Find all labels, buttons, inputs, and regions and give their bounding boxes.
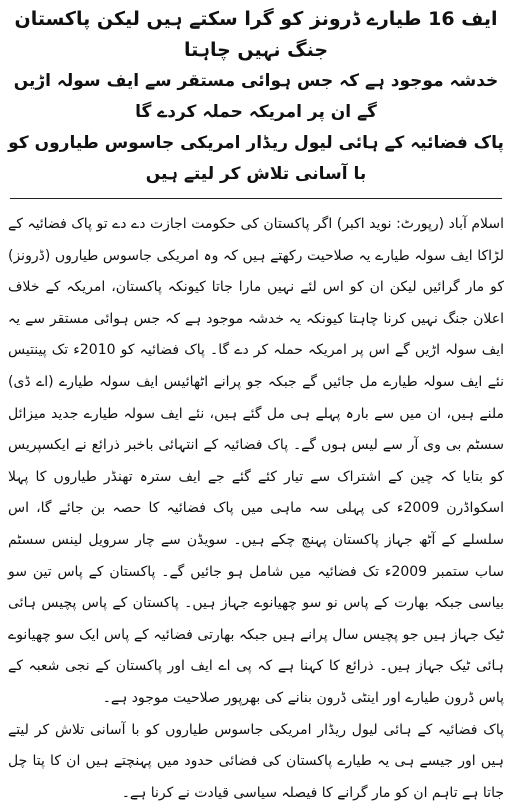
headline-main: ایف 16 طیارے ڈرونز کو گرا سکتے ہیں لیکن پاکستان جنگ نہیں چاہتا xyxy=(8,4,504,66)
article-paragraph-1: اسلام آباد (رپورٹ: نوید اکبر) اگر پاکستان کی حکومت اجازت دے دے تو پاک فضائیہ کے لڑاکا ایف سولہ طیارے یہ صلاحیت رکھتے ہیں کہ وہ امریکی جاسوس طیاروں (ڈرونز) کو مار گرائیں لیکن ان کو اس لئے نہیں مارا جاتا کیونکہ پاکستان، امریکہ کے خلاف اعلان جنگ نہیں کرنا چاہتا کیونکہ یہ خدشہ موجود ہے کہ جس ہوائی مستقر سے یہ ایف سولہ اڑیں گے اس پر امریکہ حملہ کر دے گا۔ پاک فضائیہ کو 2010ء تک پینتیس نئے ایف سولہ طیارے مل جائیں گے جبکہ جو پرانے اٹھائیس ایف سولہ طیارے (اے ڈی) ملنے ہیں، ان میں سے بارہ پہلے ہی مل گئے ہیں، نئے ایف سولہ طیارے جدید میزائل سسٹم بی وی آر سے لیس ہوں گے۔ پاک فضائیہ کے انتہائی باخبر ذرائع نے ایکسپریس کو بتایا کہ چین کے اشتراک سے تیار کئے گئے جے ایف سترہ تھنڈر طیاروں کا پہلا اسکواڈرن 2009ء کی پہلی سہ ماہی میں پاک فضائیہ کا حصہ بن جائے گا، اس سلسلے کے آٹھ جہاز پاکستان پہنچ چکے ہیں۔ سویڈن سے چار سرویل لینس سسٹم ساب ستمبر 2009ء تک فضائیہ میں شامل ہو جائیں گے۔ پاکستان کے پاس تین سو بیاسی جبکہ بھارت کے پاس نو سو چھیانوے جہاز ہیں۔ پاکستان کے پاس پچیس ہائی ٹیک جہاز ہیں جو پچیس سال پرانے ہیں جبکہ بھارتی فضائیہ کے پاس ایک سو چھیانوے ہائی ٹیک جہاز ہیں۔ ذرائع کا کہنا ہے کہ پی اے ایف اور پاکستان کے نجی شعبہ کے پاس ڈرون طیارے اور اینٹی ڈرون بنانے کی بھرپور صلاحیت موجود ہے۔ xyxy=(8,209,504,715)
headline-sub-1: خدشہ موجود ہے کہ جس ہوائی مستقر سے ایف سولہ اڑیں گے ان پر امریکہ حملہ کردے گا xyxy=(8,66,504,128)
headline-sub-2: پاک فضائیہ کے ہائی لیول ریڈار امریکی جاسوس طیاروں کو با آسانی تلاش کر لیتے ہیں xyxy=(8,128,504,190)
article-paragraph-2: پاک فضائیہ کے ہائی لیول ریڈار امریکی جاسوس طیاروں کو با آسانی تلاش کر لیتے ہیں اور جیسے ہی یہ طیارے پاکستان کی فضائی حدود میں پہنچتے ہیں ان کا پتا چل جاتا ہے تاہم ان کو مار گرانے کا فیصلہ سیاسی قیادت نے کرنا ہے۔ xyxy=(8,715,504,809)
headline-divider xyxy=(10,198,502,199)
article-body xyxy=(8,209,504,809)
